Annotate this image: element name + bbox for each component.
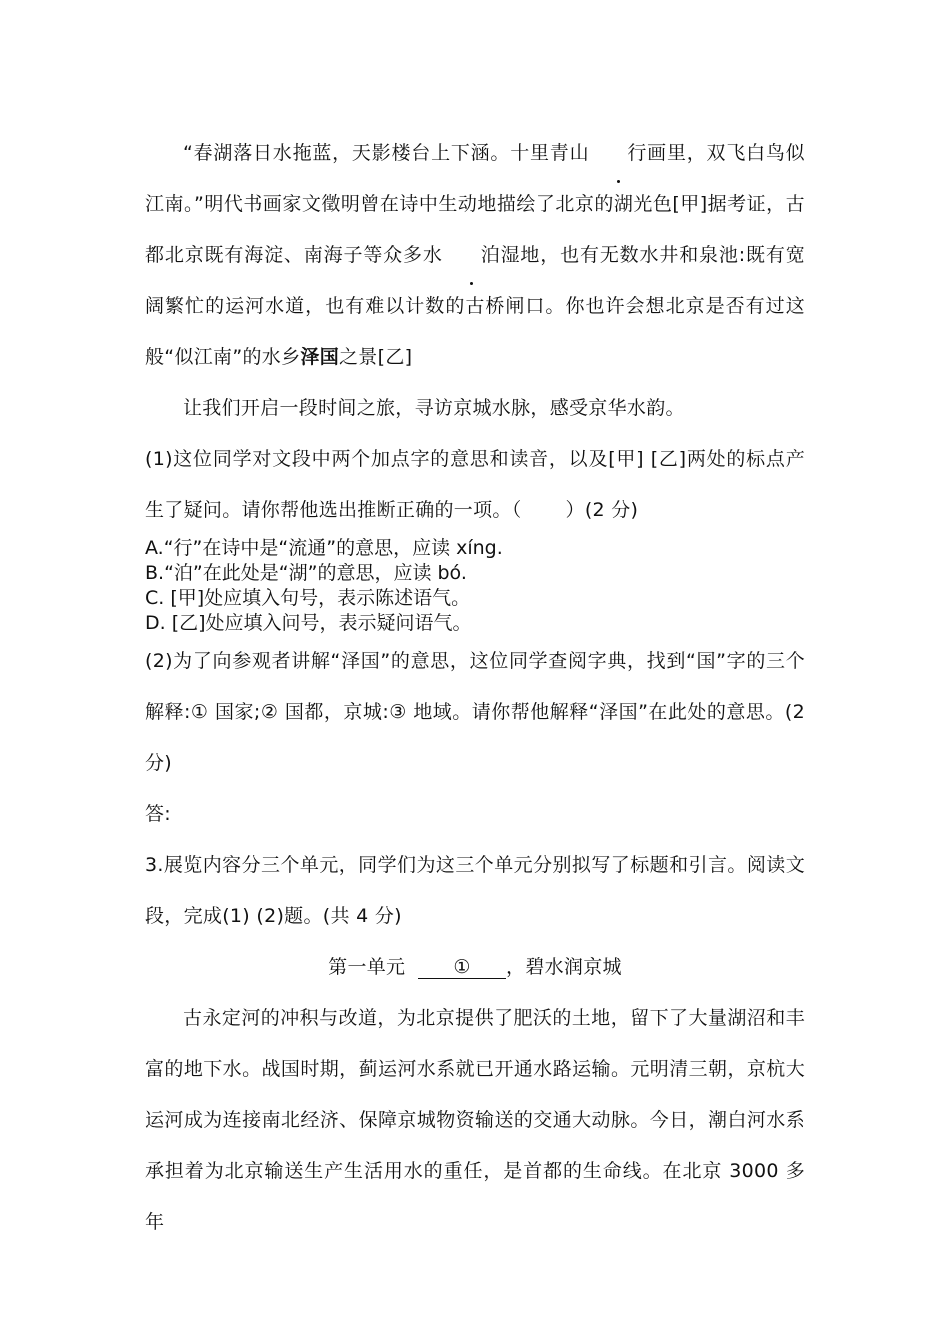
bold-word-zeguo: 泽国 [300,346,339,368]
passage-text-2: 画里，双飞白鸟似江南。”明代书画家文徵明曾在诗中生动地描绘了北京的湖光色[甲]据考证，古都北京既有海淀、南海子等众多水 [145,142,805,266]
unit-title-prefix: 第一单元 [328,956,406,978]
option-b: B.“泊”在此处是“湖”的意思，应读 bó. [145,562,467,584]
dotted-char-bo: 泊 [443,230,500,281]
passage-second-paragraph: 让我们开启一段时间之旅，寻访京城水脉，感受京华水韵。 [183,397,685,419]
question-1-stem-text: (1)这位同学对文段中两个加点字的意思和读音，以及[甲] [乙]两处的标点产生了疑问。请你帮他选出推断正确的一项。（ [145,448,805,521]
answer-label: 答: [145,803,172,825]
question-1-stem-close: ）(2 分) [565,499,639,521]
document-page [145,128,805,1248]
dotted-char-xing: 行 [589,128,646,179]
unit-title-blank: ① [418,956,506,979]
passage-text-4: 之景[乙] [339,346,413,368]
question-2-stem: (2)为了向参观者讲解“泽国”的意思，这位同学查阅字典，找到“国”字的三个解释:① 国家;② 国都，京城:③ 地域。请你帮他解释“泽国”在此处的意思。(2 分) [145,650,805,774]
passage-text-3: 湿地，也有无数水井和泉池:既有宽阔繁忙的运河水道，也有难以计数的古桥闸口。你也许会想北京是否有过这般“似江南”的水乡 [145,244,805,368]
option-c: C. [甲]处应填入句号，表示陈述语气。 [145,587,471,609]
unit-body-paragraph: 古永定河的冲积与改道，为北京提供了肥沃的土地，留下了大量湖沼和丰富的地下水。战国时期，蓟运河水系就已开通水路运输。元明清三朝，京杭大运河成为连接南北经济、保障京城物资输送的交通大动脉。今日，潮白河水系承担着为北京输送生产生活用水的重任，是首都的生命线。在北京 3000 多年 [145,1007,805,1233]
option-d: D. [乙]处应填入问号，表示疑问语气。 [145,612,472,634]
unit-title-suffix: ，碧水润京城 [506,956,622,978]
question-1-options [145,536,805,636]
option-a: A.“行”在诗中是“流通”的意思，应读 xíng. [145,537,503,559]
question-1-stem [145,434,805,536]
passage-paragraph [145,128,805,383]
question-3-stem: 3.展览内容分三个单元，同学们为这三个单元分别拟写了标题和引言。阅读文段，完成(1) (2)题。(共 4 分) [145,854,805,927]
unit-title [145,942,805,993]
passage-text-1: “春湖落日水拖蓝，天影楼台上下涵。十里青山 [183,142,590,164]
